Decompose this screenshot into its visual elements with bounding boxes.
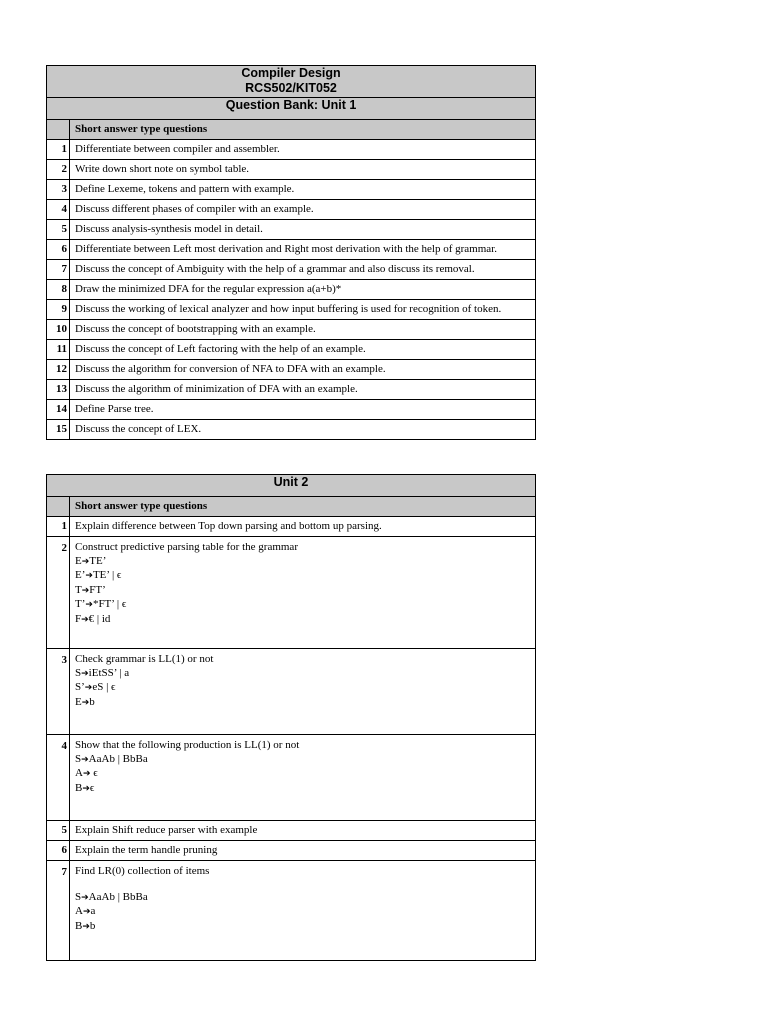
question-text: Show that the following production is LL(1) or not xyxy=(75,739,300,751)
question-number: 6 xyxy=(47,841,70,861)
question-text: Explain Shift reduce parser with example xyxy=(70,821,536,841)
grammar-rhs: FT’ xyxy=(89,583,106,596)
question-number: 8 xyxy=(47,280,70,300)
question-text: Explain difference between Top down parsing and bottom up parsing. xyxy=(70,517,536,537)
grammar-rhs: a xyxy=(90,905,96,918)
arrow-icon: ➔ xyxy=(81,585,90,596)
question-number: 13 xyxy=(47,380,70,400)
question-number: 4 xyxy=(47,200,70,220)
document-title xyxy=(47,66,536,98)
arrow-icon: ➔ xyxy=(85,600,93,611)
grammar-lhs: A xyxy=(75,905,83,918)
question-number: 11 xyxy=(47,340,70,360)
grammar-lhs: F xyxy=(75,612,82,625)
question-number: 2 xyxy=(47,160,70,180)
question-text: Discuss the algorithm of minimization of DFA with an example. xyxy=(70,380,536,400)
grammar-rule xyxy=(75,920,535,934)
question-cell xyxy=(70,537,536,649)
course-title: Compiler Design xyxy=(241,66,341,80)
grammar-rule xyxy=(75,905,535,919)
arrow-icon: ➔ xyxy=(82,783,90,794)
grammar-lhs: B xyxy=(75,781,83,794)
question-text: Discuss the concept of LEX. xyxy=(70,420,536,440)
grammar-rhs: *FT’ | ϵ xyxy=(92,598,127,611)
course-code: RCS502/KIT052 xyxy=(245,81,337,95)
grammar-block xyxy=(75,667,535,710)
question-number: 7 xyxy=(47,260,70,280)
unit1-section-header: Short answer type questions xyxy=(70,120,536,140)
grammar-rule xyxy=(75,753,535,767)
question-number: 5 xyxy=(47,821,70,841)
question-number: 1 xyxy=(47,517,70,537)
question-number: 7 xyxy=(47,861,70,961)
grammar-rule xyxy=(75,555,535,569)
grammar-rhs: AaAb | BbBa xyxy=(88,753,148,765)
unit2-section-header: Short answer type questions xyxy=(70,497,536,517)
unit2-title: Unit 2 xyxy=(47,475,536,497)
question-text: Differentiate between compiler and assembler. xyxy=(70,140,536,160)
grammar-lhs: B xyxy=(75,919,83,932)
unit1-title: Question Bank: Unit 1 xyxy=(47,98,536,120)
header-num-cell xyxy=(47,497,70,517)
question-number: 12 xyxy=(47,360,70,380)
question-text: Define Lexeme, tokens and pattern with example. xyxy=(70,180,536,200)
grammar-lhs: T’ xyxy=(75,598,86,611)
question-number: 5 xyxy=(47,220,70,240)
question-text: Write down short note on symbol table. xyxy=(70,160,536,180)
grammar-rule xyxy=(75,613,535,627)
grammar-lhs: T xyxy=(75,583,82,596)
question-text: Discuss the concept of Ambiguity with the help of a grammar and also discuss its removal. xyxy=(70,260,536,280)
arrow-icon: ➔ xyxy=(82,907,91,918)
question-number: 14 xyxy=(47,400,70,420)
unit2-table xyxy=(46,474,536,961)
question-cell xyxy=(70,735,536,821)
grammar-rhs: eS | ϵ xyxy=(92,681,116,694)
grammar-rhs: iEtSS’ | a xyxy=(88,667,130,679)
arrow-icon: ➔ xyxy=(81,755,89,765)
question-text: Find LR(0) collection of items xyxy=(75,865,210,877)
question-text: Discuss the algorithm for conversion of NFA to DFA with an example. xyxy=(70,360,536,380)
arrow-icon: ➔ xyxy=(82,921,90,932)
grammar-lhs: S xyxy=(75,667,82,679)
question-cell xyxy=(70,861,536,961)
grammar-rule xyxy=(75,598,535,612)
arrow-icon: ➔ xyxy=(85,571,93,582)
arrow-icon: ➔ xyxy=(81,893,89,903)
grammar-rule xyxy=(75,569,535,583)
question-number: 3 xyxy=(47,180,70,200)
grammar-lhs: S’ xyxy=(75,681,85,694)
arrow-icon: ➔ xyxy=(82,769,91,780)
question-text: Discuss the concept of Left factoring with the help of an example. xyxy=(70,340,536,360)
question-text: Check grammar is LL(1) or not xyxy=(75,653,214,665)
grammar-block xyxy=(75,753,535,796)
grammar-rule xyxy=(75,681,535,695)
grammar-rule xyxy=(75,696,535,710)
grammar-rule xyxy=(75,891,535,905)
question-number: 3 xyxy=(47,649,70,735)
question-text: Draw the minimized DFA for the regular expression a(a+b)* xyxy=(70,280,536,300)
grammar-rhs: TE’ xyxy=(89,555,107,567)
arrow-icon: ➔ xyxy=(81,669,89,679)
grammar-lhs: S xyxy=(75,891,82,903)
arrow-icon: ➔ xyxy=(84,683,93,694)
question-number: 15 xyxy=(47,420,70,440)
question-text: Discuss the working of lexical analyzer and how input buffering is used for recognition of token. xyxy=(70,300,536,320)
arrow-icon: ➔ xyxy=(81,697,90,708)
question-number: 10 xyxy=(47,320,70,340)
question-text: Differentiate between Left most derivation and Right most derivation with the help of grammar. xyxy=(70,240,536,260)
arrow-icon: ➔ xyxy=(81,614,89,625)
question-number: 4 xyxy=(47,735,70,821)
question-number: 1 xyxy=(47,140,70,160)
question-text: Construct predictive parsing table for the grammar xyxy=(75,541,298,553)
question-text: Define Parse tree. xyxy=(70,400,536,420)
grammar-rhs: TE’ | ϵ xyxy=(92,569,122,582)
question-text: Discuss analysis-synthesis model in detail. xyxy=(70,220,536,240)
grammar-lhs: E’ xyxy=(75,569,86,582)
question-cell xyxy=(70,649,536,735)
grammar-rule xyxy=(75,667,535,681)
grammar-block xyxy=(75,891,535,934)
grammar-lhs: E xyxy=(75,555,82,567)
grammar-lhs: A xyxy=(75,767,83,780)
grammar-rule xyxy=(75,584,535,598)
question-text: Discuss the concept of bootstrapping with an example. xyxy=(70,320,536,340)
grammar-block xyxy=(75,555,535,627)
header-num-cell xyxy=(47,120,70,140)
grammar-rhs: ϵ xyxy=(89,781,95,794)
grammar-rhs: € | id xyxy=(88,612,111,625)
grammar-rhs: b xyxy=(89,919,96,932)
question-number: 2 xyxy=(47,537,70,649)
grammar-rhs: AaAb | BbBa xyxy=(88,891,148,903)
grammar-lhs: E xyxy=(75,695,82,708)
question-text: Discuss different phases of compiler with an example. xyxy=(70,200,536,220)
grammar-rhs: ϵ xyxy=(90,767,98,780)
question-text: Explain the term handle pruning xyxy=(70,841,536,861)
arrow-icon: ➔ xyxy=(81,557,90,567)
grammar-rhs: b xyxy=(89,695,95,708)
question-number: 9 xyxy=(47,300,70,320)
unit1-table xyxy=(46,65,536,440)
grammar-lhs: S xyxy=(75,753,82,765)
question-number: 6 xyxy=(47,240,70,260)
grammar-rule xyxy=(75,767,535,781)
grammar-rule xyxy=(75,782,535,796)
